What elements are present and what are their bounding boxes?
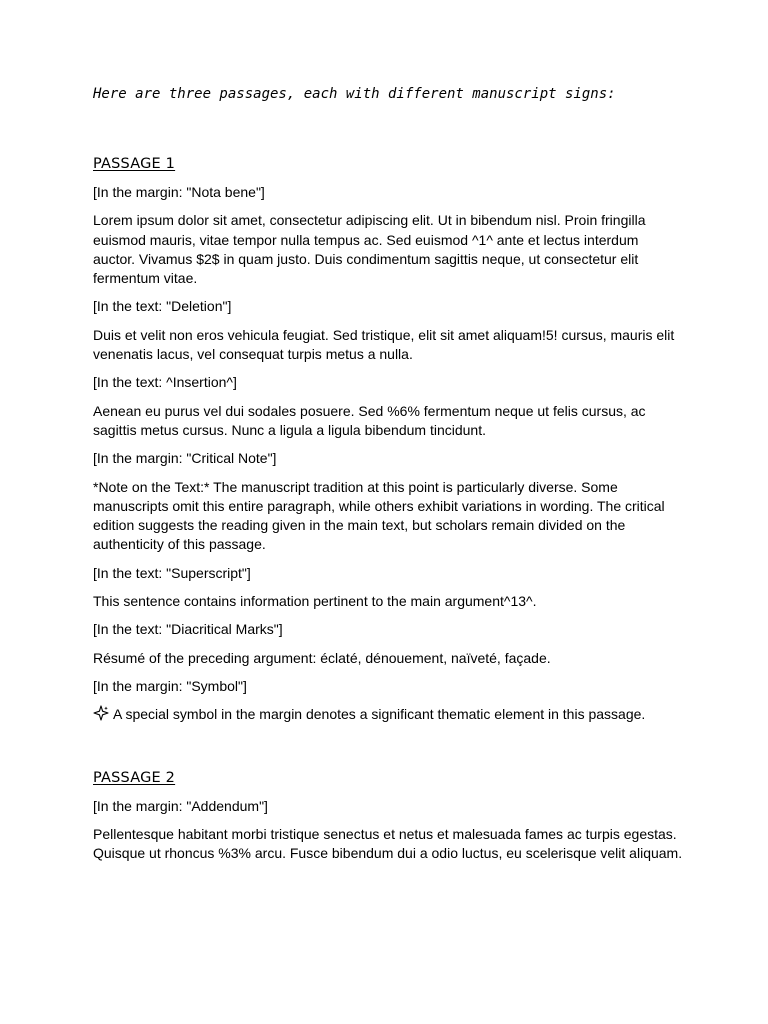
passage-heading: PASSAGE 2 — [93, 769, 176, 786]
passage-heading: PASSAGE 1 — [93, 156, 176, 172]
intro-line: Here are three passages, each with different manuscript signs: — [93, 86, 616, 102]
text-note-deletion: [In the text: "Deletion"] — [93, 298, 232, 315]
passage-2 — [93, 769, 683, 864]
paragraph: Pellentesque habitant morbi tristique senectus et netus et malesuada fames ac turpis egestas. Quisque ut rhoncus %3% arcu. Fusce bibendum dui a odio luctus, eu scelerisque velit aliquam. — [93, 825, 683, 862]
margin-note-nota-bene: [In the margin: "Nota bene"] — [93, 184, 265, 200]
sparkle-icon — [93, 705, 109, 721]
text-note-diacritical: [In the text: "Diacritical Marks"] — [93, 621, 283, 638]
symbol-text: A special symbol in the margin denotes a significant thematic element in this passage. — [113, 706, 646, 723]
paragraph: Aenean eu purus vel dui sodales posuere. Sed %6% fermentum neque ut felis cursus, ac sagittis metus cursus. Nunc a ligula a ligula bibendum tincidunt. — [93, 402, 646, 438]
margin-note-critical: [In the margin: "Critical Note"] — [93, 450, 277, 467]
document-page — [93, 84, 683, 872]
symbol-paragraph — [93, 705, 683, 724]
passage-1 — [93, 155, 683, 725]
paragraph: Lorem ipsum dolor sit amet, consectetur adipiscing elit. Ut in bibendum nisl. Proin fringilla euismod mauris, vitae tempor nulla tempus ac. Sed euismod ^1^ ante et lectus interdum auctor. Vivamus $2$ in quam justo. Duis condimentum sagittis neque, ut consectetur elit fermentum vitae. — [93, 212, 646, 287]
margin-note-addendum: [In the margin: "Addendum"] — [93, 797, 268, 814]
paragraph: This sentence contains information pertinent to the main argument^13^. — [93, 593, 537, 610]
text-note-superscript: [In the text: "Superscript"] — [93, 564, 251, 581]
paragraph: Résumé of the preceding argument: éclaté, dénouement, naïveté, façade. — [93, 649, 551, 666]
margin-note-symbol: [In the margin: "Symbol"] — [93, 677, 247, 694]
text-note-insertion: [In the text: ^Insertion^] — [93, 374, 237, 391]
paragraph: *Note on the Text:* The manuscript tradition at this point is particularly diverse. Some manuscripts omit this entire paragraph, while others exhibit variations in wording. The critical edition suggests the reading given in the main text, but scholars remain divided on the authenticity of this passage. — [93, 478, 665, 553]
paragraph: Duis et velit non eros vehicula feugiat. Sed tristique, elit sit amet aliquam!5! cursus, mauris elit venenatis lacus, vel consequat turpis metus a nulla. — [93, 326, 675, 363]
